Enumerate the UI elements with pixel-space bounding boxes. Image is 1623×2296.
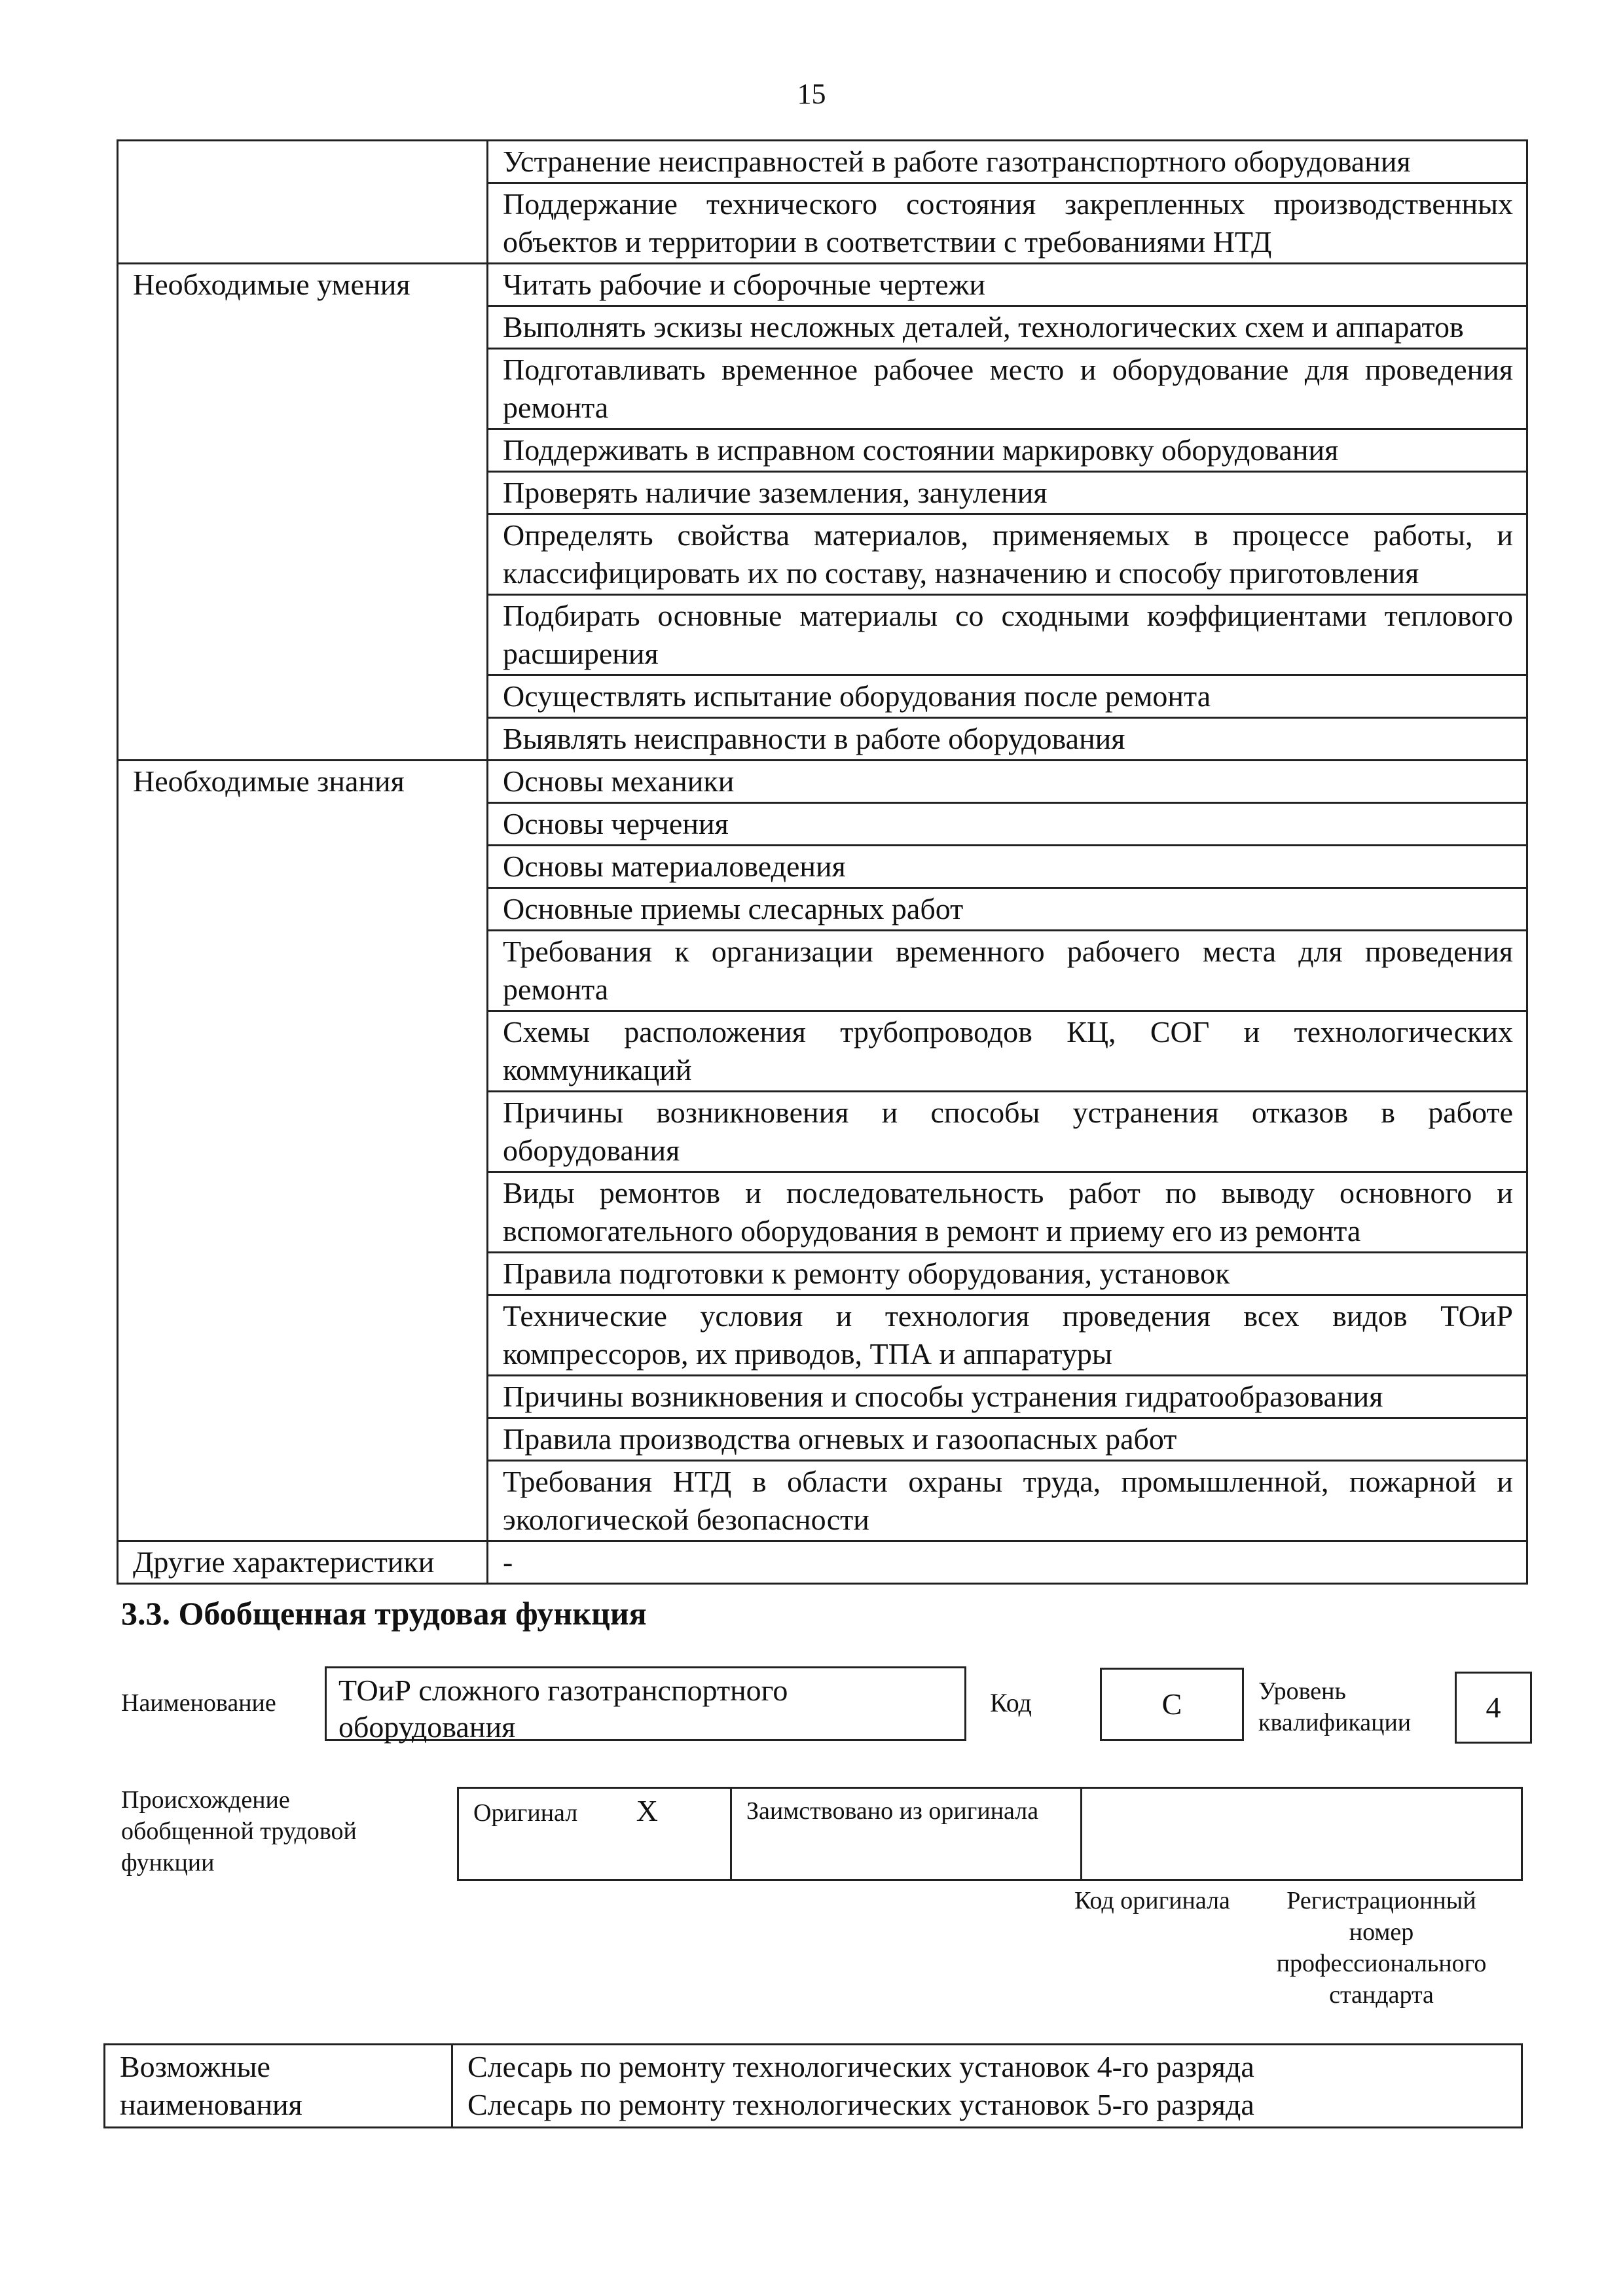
original-mark: X — [636, 1794, 658, 1827]
name-label: Наименование — [121, 1689, 276, 1717]
table-cell: Виды ремонтов и последовательность работ по выводу основного и вспомогательного оборудования в ремонт и приему его из ремонта — [488, 1172, 1527, 1253]
table-cell: Причины возникновения и способы устранения гидратообразования — [488, 1376, 1527, 1418]
level-box — [1455, 1672, 1532, 1744]
table-cell: Основные приемы слесарных работ — [488, 888, 1527, 931]
original-label: Оригинал — [473, 1799, 578, 1827]
table-cell: Подбирать основные материалы со сходными коэффициентами теплового расширения — [488, 595, 1527, 675]
table-cell: Устранение неисправностей в работе газотранспортного оборудования — [488, 141, 1527, 183]
table-cell: Схемы расположения трубопроводов КЦ, СОГ и технологических коммуникаций — [488, 1011, 1527, 1092]
table-cell: Выполнять эскизы несложных деталей, технологических схем и аппаратов — [488, 306, 1527, 349]
reg-number-caption: Регистрационный номер профессионального стандарта — [1276, 1887, 1487, 2009]
table-cell: Читать рабочие и сборочные чертежи — [488, 264, 1527, 306]
empty-label-cell — [118, 141, 488, 264]
section-heading: 3.3. Обобщенная трудовая функция — [121, 1595, 647, 1632]
other-label: Другие характеристики — [118, 1541, 488, 1584]
positions-label: Возможные наименования — [105, 2045, 452, 2128]
other-value: - — [488, 1541, 1527, 1584]
name-box — [325, 1666, 966, 1744]
original-code-caption: Код оригинала — [1074, 1887, 1230, 1914]
code-label: Код — [990, 1688, 1032, 1717]
table-cell: Причины возникновения и способы устранения отказов в работе оборудования — [488, 1092, 1527, 1172]
origin-label: Происхождение обобщенной трудовой функции — [121, 1786, 357, 1876]
positions-table — [103, 2043, 1523, 2128]
knowledge-label: Необходимые знания — [118, 761, 488, 1541]
table-cell: Подготавливать временное рабочее место и оборудование для проведения ремонта — [488, 349, 1527, 429]
positions-list — [452, 2045, 1522, 2128]
table-cell: Основы механики — [488, 761, 1527, 803]
table-row — [458, 1788, 1522, 1880]
reg-number-cell — [1082, 1788, 1522, 1880]
table-cell: Определять свойства материалов, применяемых в процессе работы, и классифицировать их по составу, назначению и способу приготовления — [488, 514, 1527, 595]
original-cell — [458, 1788, 731, 1880]
table-row — [118, 264, 1527, 306]
table-cell: Поддержание технического состояния закрепленных производственных объектов и территории в соответствии с требованиями НТД — [488, 183, 1527, 264]
table-row — [118, 141, 1527, 183]
level-value: 4 — [1486, 1691, 1501, 1724]
table-cell: Требования к организации временного рабочего места для проведения ремонта — [488, 931, 1527, 1011]
table-cell: Основы материаловедения — [488, 846, 1527, 888]
origin-table — [457, 1787, 1523, 1881]
table-cell: Технические условия и технология проведения всех видов ТОиР компрессоров, их приводов, ТПА и аппаратуры — [488, 1295, 1527, 1376]
table-cell: Основы черчения — [488, 803, 1527, 846]
level-label: Уровень квалификации — [1258, 1677, 1412, 1736]
table-row — [105, 2045, 1522, 2128]
table-cell: Поддерживать в исправном состоянии маркировку оборудования — [488, 429, 1527, 472]
table-row — [118, 761, 1527, 803]
table-cell: Проверять наличие заземления, зануления — [488, 472, 1527, 514]
labor-actions-table — [117, 139, 1528, 1585]
table-cell: Требования НТД в области охраны труда, промышленной, пожарной и экологической безопасности — [488, 1461, 1527, 1541]
list-item: Слесарь по ремонту технологических установок 5-го разряда — [467, 2088, 1254, 2121]
page-number: 15 — [797, 78, 826, 110]
table-cell: Осуществлять испытание оборудования после ремонта — [488, 675, 1527, 718]
skills-label: Необходимые умения — [118, 264, 488, 761]
list-item: Слесарь по ремонту технологических установок 4-го разряда — [467, 2050, 1254, 2083]
table-cell: Правила подготовки к ремонту оборудования, установок — [488, 1253, 1527, 1295]
borrowed-label: Заимствовано из оригинала — [731, 1788, 1082, 1880]
table-cell: Выявлять неисправности в работе оборудования — [488, 718, 1527, 761]
table-row — [118, 1541, 1527, 1584]
code-box — [1100, 1668, 1244, 1741]
code-value: С — [1161, 1687, 1182, 1721]
name-value: ТОиР сложного газотранспортного оборудования — [338, 1674, 788, 1744]
table-cell: Правила производства огневых и газоопасных работ — [488, 1418, 1527, 1461]
